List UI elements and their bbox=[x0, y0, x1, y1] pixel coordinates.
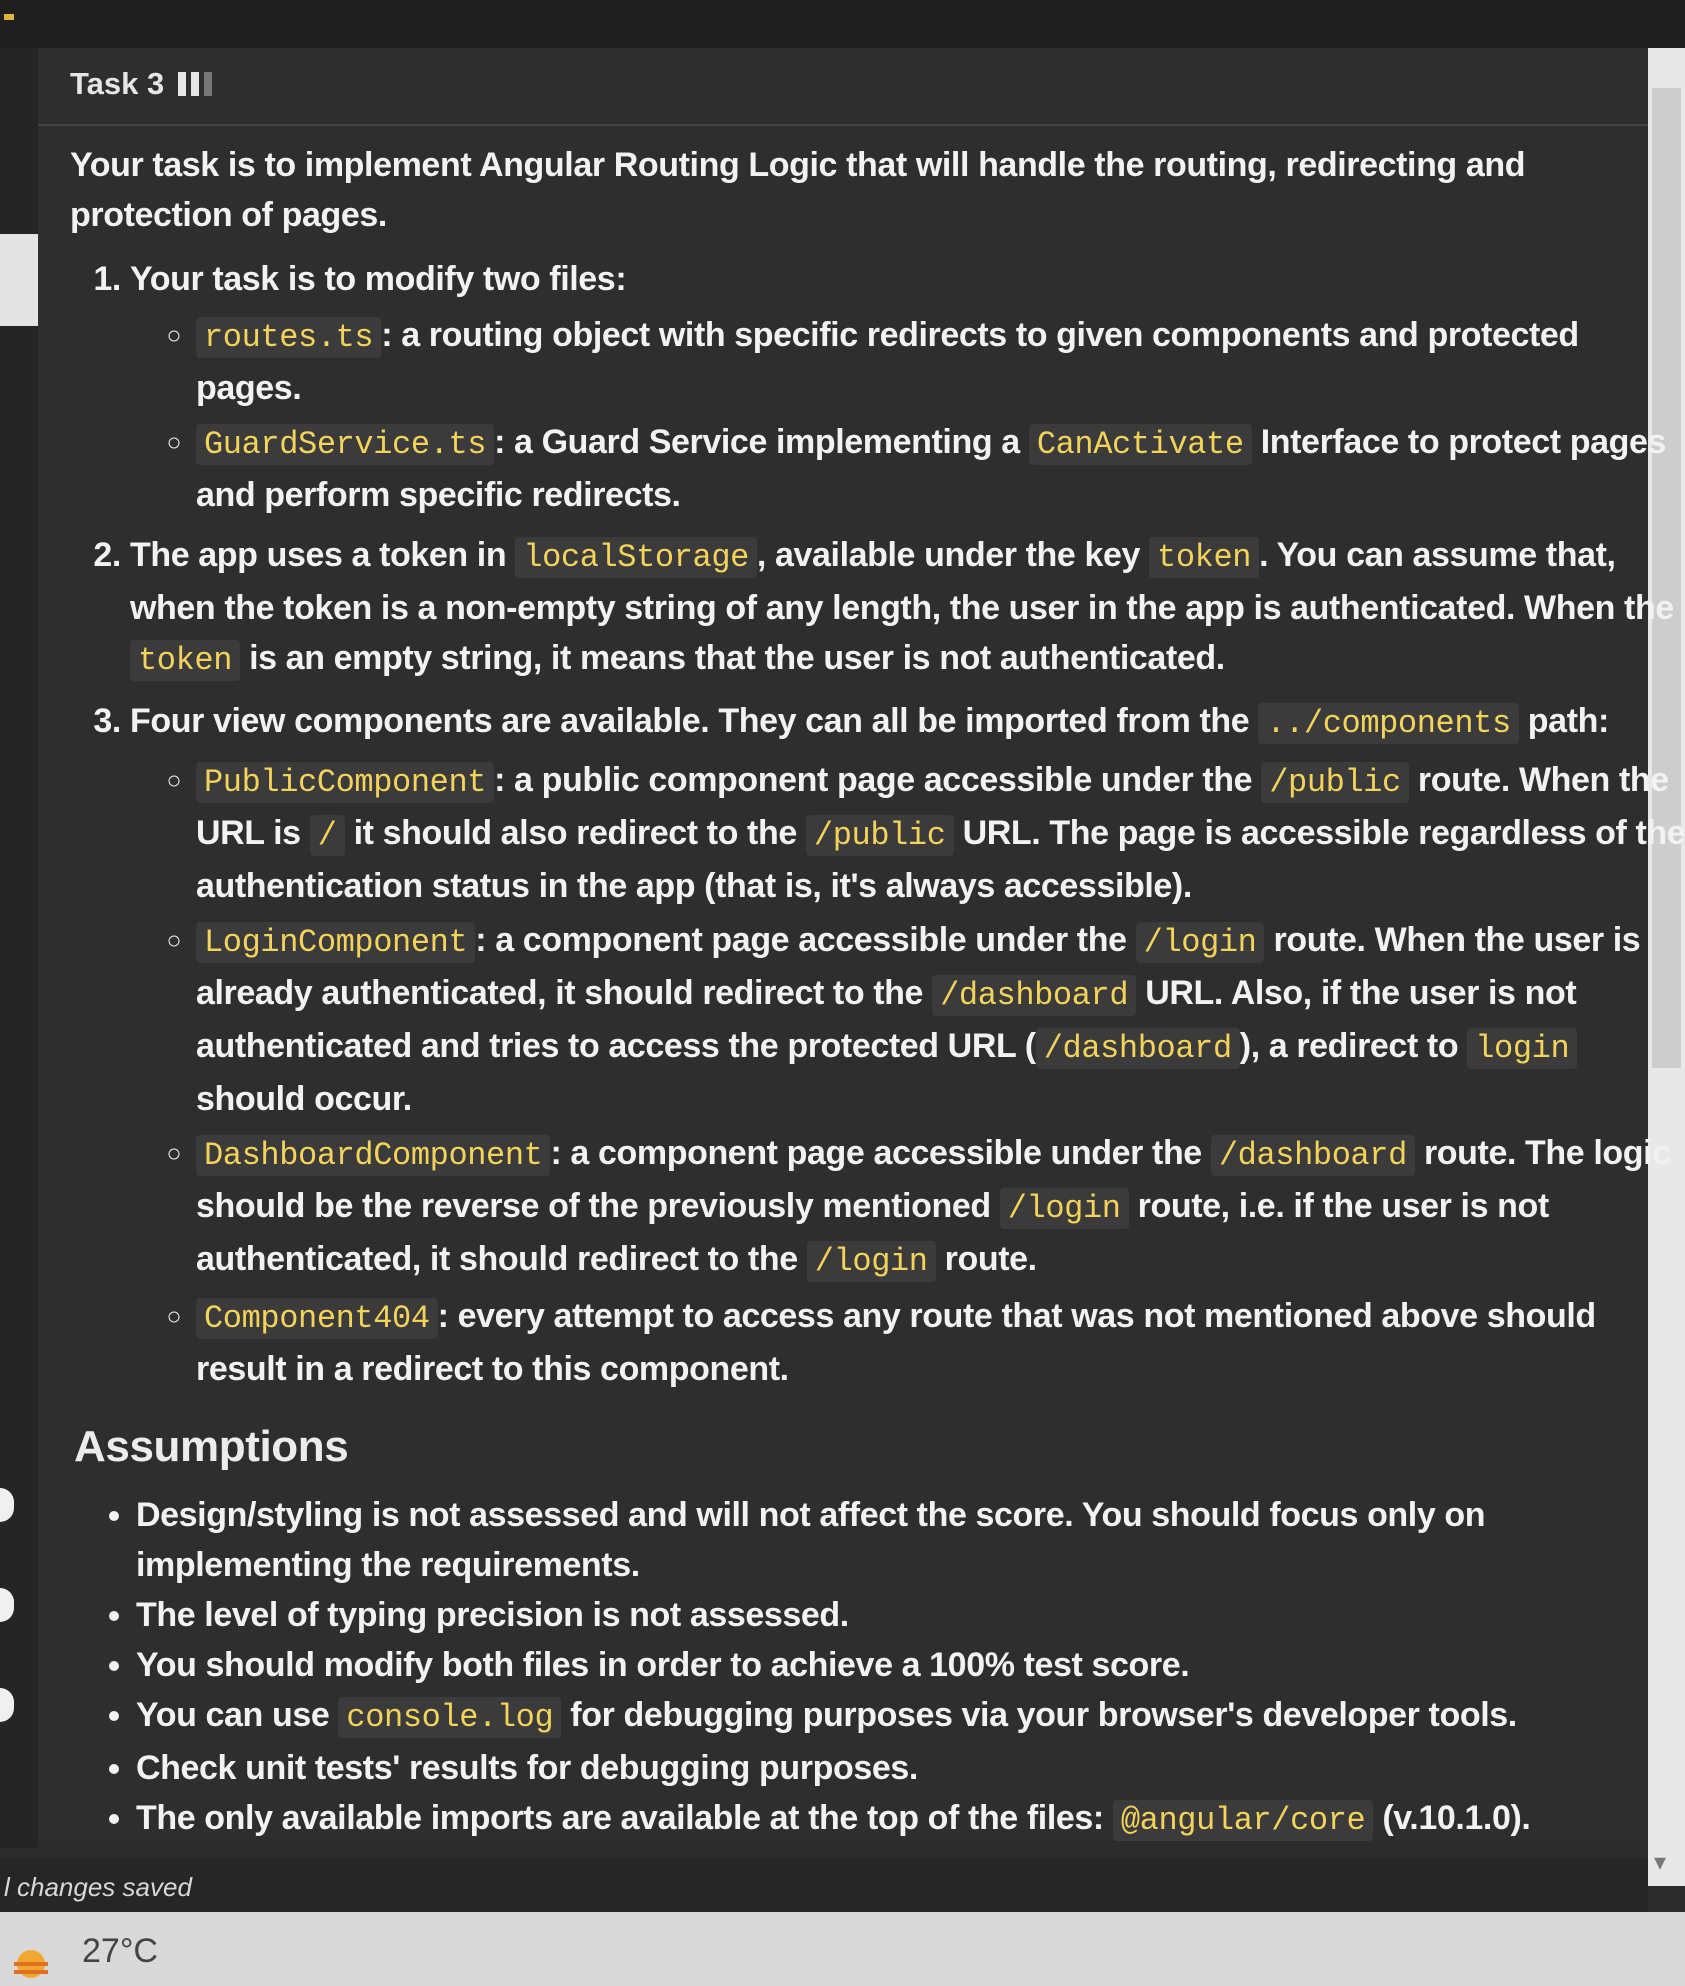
difficulty-bars-icon bbox=[178, 72, 212, 96]
sidebar-icon[interactable] bbox=[0, 1688, 14, 1722]
sidebar-icon[interactable] bbox=[0, 1488, 14, 1522]
intro-text: Your task is to implement Angular Routing Logic that will handle the routing, redirecting and protection of pages. bbox=[70, 146, 1526, 234]
list-item: ◦ DashboardComponent : a component page accessible under the /dashboard route. The logic should be the reverse of the previously mentioned /login route, i.e. if the user is not authenticated, it should redirect to the /login route. bbox=[196, 1128, 1685, 1287]
task-title bbox=[70, 66, 212, 102]
steps-list bbox=[70, 254, 1685, 1394]
list-item: ◦ PublicComponent : a public component page accessible under the /public route. When the URL is / it should also redirect to the /public URL. The page is accessible regardless of the authentication status in the app (that is, it's always accessible). bbox=[196, 755, 1685, 911]
weather-sun-icon[interactable] bbox=[8, 1940, 54, 1980]
list-item: • You should modify both files in order to achieve a 100% test score. bbox=[136, 1640, 1685, 1690]
scroll-down-icon[interactable]: ▾ bbox=[1654, 1849, 1667, 1876]
assumptions-list bbox=[70, 1490, 1685, 1846]
step-1: 1. Your task is to modify two files: ◦ routes.ts : a routing object with specific redirects to given components and protected pages. ◦ GuardService.ts : a Guard Service implementing a CanActivate Interface to protect pages and perform specific redirects. bbox=[130, 254, 1685, 520]
sidebar-icon[interactable] bbox=[0, 1588, 14, 1622]
list-item: • The level of typing precision is not assessed. bbox=[136, 1590, 1685, 1640]
components-list bbox=[130, 755, 1685, 1394]
left-sidebar-edge bbox=[0, 48, 38, 1848]
save-status: l changes saved bbox=[4, 1872, 192, 1902]
step-3: 3. Four view components are available. They can all be imported from the ../components path: ◦ PublicComponent : a public component page accessible under the /public route. When the URL is / it should also redirect to the /public URL. The page is accessible regardless of the authentication status in the app (that is, it's always accessible). ◦ LoginComponent : a component page accessible under the /login route. When the user is already authenticated, it should redirect to the /dashboard URL. Also, if the user is not authenticated and tries to access the protected URL ( /dashboard ), a redirect to login should occur. ◦ DashboardComponent : a component page accessible under the /dashboard route. The logic should be the reverse of the previously mentioned /login route, i.e. if the user is not authenticated, it should redirect to the /login route. ◦ Component404 : every attempt to access any route that was not mentioned above should result in a redirect to this component. bbox=[130, 696, 1685, 1394]
list-item: • The only available imports are available at the top of the files: @angular/core (v.10.1.0). bbox=[136, 1793, 1685, 1846]
task-content bbox=[70, 140, 1685, 1846]
files-list bbox=[130, 310, 1685, 520]
os-taskbar bbox=[0, 1912, 1685, 1986]
list-item: ◦ GuardService.ts : a Guard Service implementing a CanActivate Interface to protect pages and perform specific redirects. bbox=[196, 417, 1685, 520]
step-2: 2. The app uses a token in localStorage , available under the key token . You can assume that, when the token is a non-empty string of any length, the user in the app is authenticated. When the token is an empty string, it means that the user is not authenticated. bbox=[130, 530, 1685, 686]
list-item: ◦ routes.ts : a routing object with specific redirects to given components and protected pages. bbox=[196, 310, 1685, 413]
tab-indicator bbox=[4, 14, 14, 20]
browser-top-strip bbox=[0, 0, 1685, 49]
task-title-text: Task 3 bbox=[70, 66, 165, 101]
list-item: • You can use console.log for debugging purposes via your browser's developer tools. bbox=[136, 1690, 1685, 1743]
sidebar-tab[interactable] bbox=[0, 234, 38, 326]
task-header bbox=[38, 54, 1648, 126]
temperature[interactable]: 27°C bbox=[82, 1932, 158, 1970]
list-item: ◦ Component404 : every attempt to access any route that was not mentioned above should result in a redirect to this component. bbox=[196, 1291, 1685, 1394]
list-item: • Design/styling is not assessed and will not affect the score. You should focus only on implementing the requirements. bbox=[136, 1490, 1685, 1590]
assumptions-heading: Assumptions bbox=[74, 1422, 349, 1471]
list-item: • Check unit tests' results for debugging purposes. bbox=[136, 1743, 1685, 1793]
status-bar bbox=[0, 1858, 1648, 1912]
list-item: ◦ LoginComponent : a component page accessible under the /login route. When the user is already authenticated, it should redirect to the /dashboard URL. Also, if the user is not authenticated and tries to access the protected URL ( /dashboard ), a redirect to login should occur. bbox=[196, 915, 1685, 1124]
